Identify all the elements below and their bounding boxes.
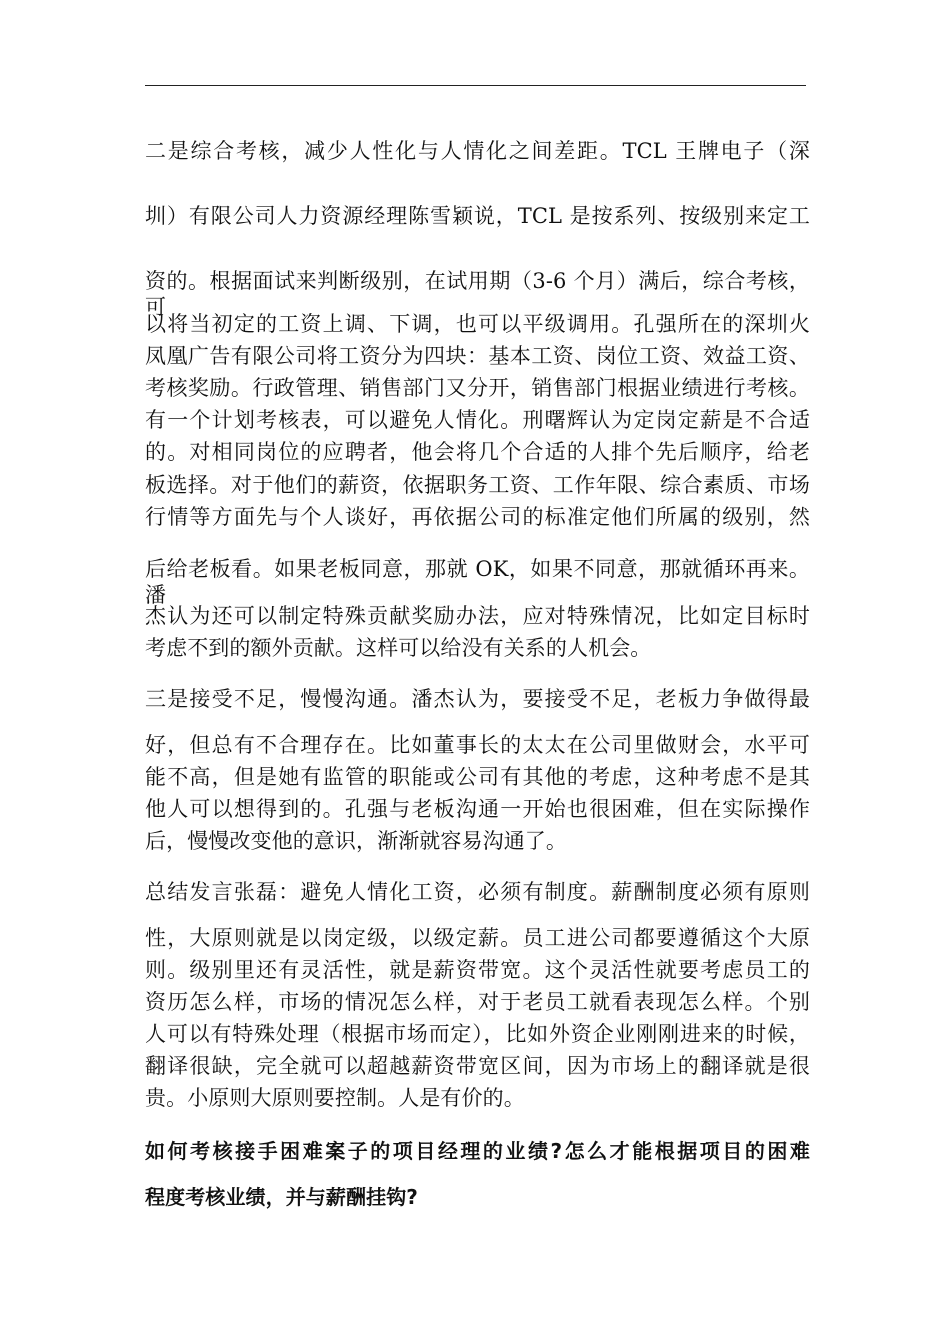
text-line: 板选择。对于他们的薪资，依据职务工资、工作年限、综合素质、市场 [145, 473, 810, 497]
text-line: 考核奖励。行政管理、销售部门又分开，销售部门根据业绩进行考核。 [145, 376, 810, 400]
text-line: 总结发言张磊：避免人情化工资，必须有制度。薪酬制度必须有原则 [145, 880, 810, 904]
text-line: 圳）有限公司人力资源经理陈雪颖说，TCL 是按系列、按级别来定工 [145, 204, 810, 228]
text-line: 资的。根据面试来判断级别，在试用期（3-6 个月）满后，综合考核，可 [145, 269, 810, 319]
text-line: 二是综合考核，减少人性化与人情化之间差距。TCL 王牌电子（深 [145, 139, 810, 163]
text-line: 人可以有特殊处理（根据市场而定），比如外资企业刚刚进来的时候， [145, 1022, 810, 1046]
text-line: 杰认为还可以制定特殊贡献奖励办法，应对特殊情况，比如定目标时 [145, 604, 810, 628]
text-line: 行情等方面先与个人谈好，再依据公司的标准定他们所属的级别，然 [145, 505, 810, 529]
text-line: 以将当初定的工资上调、下调，也可以平级调用。孔强所在的深圳火 [145, 312, 810, 336]
text-line: 考虑不到的额外贡献。这样可以给没有关系的人机会。 [145, 636, 652, 660]
header-rule [145, 85, 806, 86]
text-line: 的。对相同岗位的应聘者，他会将几个合适的人排个先后顺序，给老 [145, 440, 810, 464]
text-line: 性，大原则就是以岗定级，以级定薪。员工进公司都要遵循这个大原 [145, 926, 810, 950]
text-line: 后，慢慢改变他的意识，渐渐就容易沟通了。 [145, 829, 567, 853]
text-line: 资历怎么样，市场的情况怎么样，对于老员工就看表现怎么样。个别 [145, 990, 810, 1014]
text-line: 三是接受不足，慢慢沟通。潘杰认为，要接受不足，老板力争做得最 [145, 687, 810, 711]
text-line: 贵。小原则大原则要控制。人是有价的。 [145, 1086, 525, 1110]
text-line: 后给老板看。如果老板同意，那就 OK，如果不同意，那就循环再来。潘 [145, 557, 810, 607]
text-line: 翻译很缺，完全就可以超越薪资带宽区间，因为市场上的翻译就是很 [145, 1054, 810, 1078]
heading-line: 程度考核业绩，并与薪酬挂钩? [145, 1185, 419, 1209]
text-line: 能不高，但是她有监管的职能或公司有其他的考虑，这种考虑不是其 [145, 765, 810, 789]
heading-line: 如何考核接手困难案子的项目经理的业绩?怎么才能根据项目的困难 [145, 1139, 810, 1163]
text-line: 凤凰广告有限公司将工资分为四块：基本工资、岗位工资、效益工资、 [145, 344, 810, 368]
text-line: 他人可以想得到的。孔强与老板沟通一开始也很困难，但在实际操作 [145, 797, 810, 821]
text-line: 则。级别里还有灵活性，就是薪资带宽。这个灵活性就要考虑员工的 [145, 958, 810, 982]
text-line: 好，但总有不合理存在。比如董事长的太太在公司里做财会，水平可 [145, 733, 810, 757]
text-line: 有一个计划考核表，可以避免人情化。刑曙辉认为定岗定薪是不合适 [145, 408, 810, 432]
